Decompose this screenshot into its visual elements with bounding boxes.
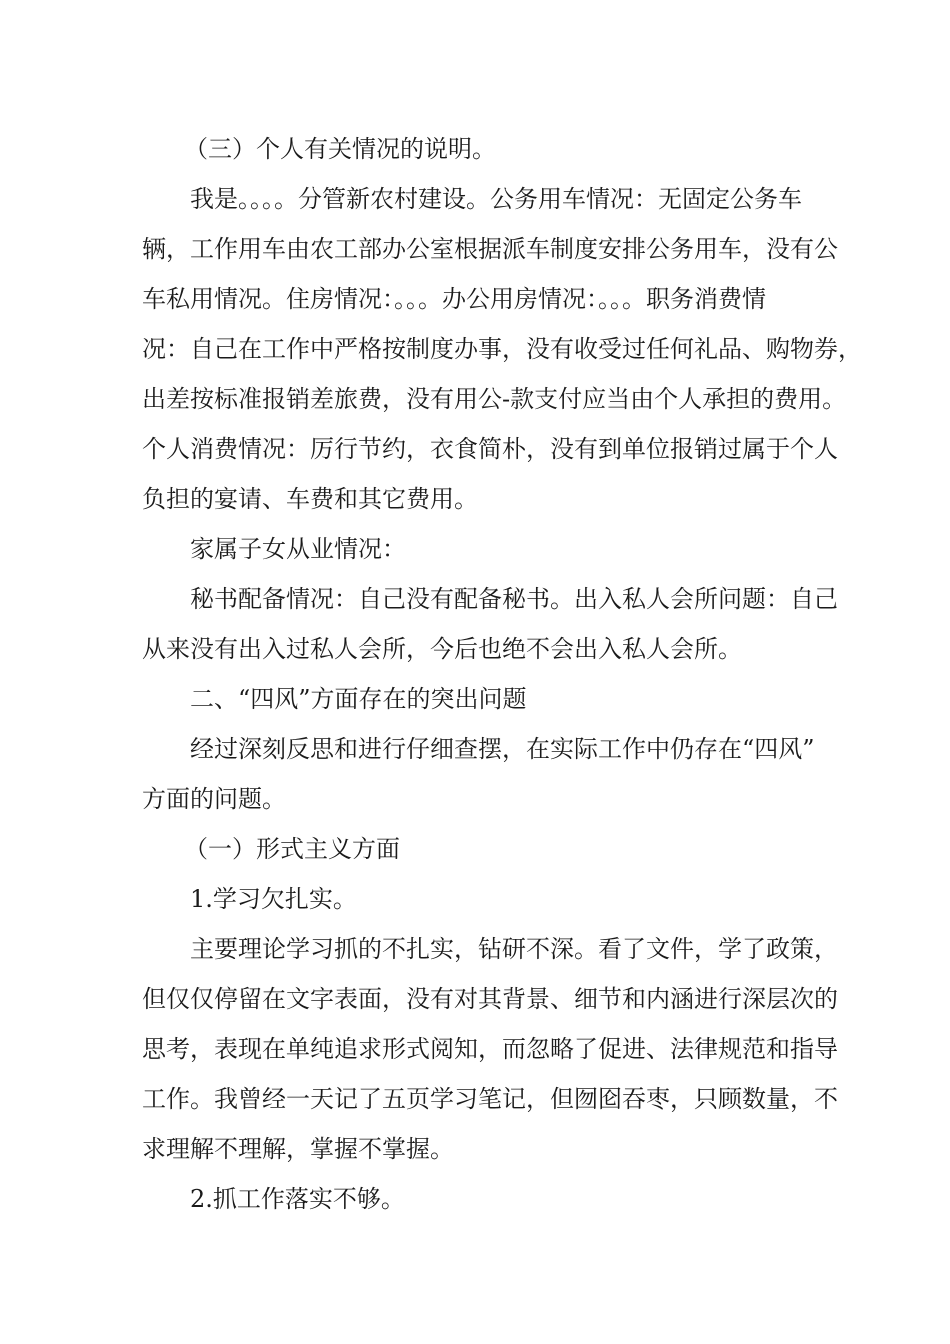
subsection-heading-formalism: （一）形式主义方面 [184,835,400,863]
paragraph-line: 我是。。。。分管新农村建设。公务用车情况：无固定公务车 [190,185,802,213]
paragraph-line: 负担的宴请、车费和其它费用。 [142,485,478,513]
paragraph-line: 但仅仅停留在文字表面，没有对其背景、细节和内涵进行深层次的 [142,985,838,1013]
list-item-heading: 1.学习欠扎实。 [190,885,357,913]
paragraph-line: 从来没有出入过私人会所，今后也绝不会出入私人会所。 [142,635,742,663]
section-heading-four-winds: 二、“四风”方面存在的突出问题 [190,685,527,713]
paragraph-line: 思考，表现在单纯追求形式阅知，而忽略了促进、法律规范和指导 [142,1035,838,1063]
section-heading-personal-situation: （三）个人有关情况的说明。 [184,135,496,163]
paragraph-line: 出差按标准报销差旅费，没有用公-款支付应当由个人承担的费用。 [142,385,847,413]
paragraph-line: 个人消费情况：厉行节约，衣食简朴，没有到单位报销过属于个人 [142,435,838,463]
paragraph-line: 家属子女从业情况： [190,535,406,563]
paragraph-line: 车私用情况。住房情况：。。。办公用房情况：。。。职务消费情 [142,285,766,313]
paragraph-line: 经过深刻反思和进行仔细查摆，在实际工作中仍存在“四风” [190,735,815,763]
paragraph-line: 辆，工作用车由农工部办公室根据派车制度安排公务用车，没有公 [142,235,838,263]
paragraph-line: 主要理论学习抓的不扎实，钻研不深。看了文件，学了政策， [190,935,838,963]
paragraph-line: 况：自己在工作中严格按制度办事，没有收受过任何礼品、购物券， [142,335,862,363]
paragraph-line: 工作。我曾经一天记了五页学习笔记，但囫囵吞枣，只顾数量，不 [142,1085,838,1113]
paragraph-line: 秘书配备情况：自己没有配备秘书。出入私人会所问题：自己 [190,585,838,613]
paragraph-line: 求理解不理解，掌握不掌握。 [142,1135,454,1163]
list-item-heading: 2.抓工作落实不够。 [190,1185,405,1213]
paragraph-line: 方面的问题。 [142,785,286,813]
